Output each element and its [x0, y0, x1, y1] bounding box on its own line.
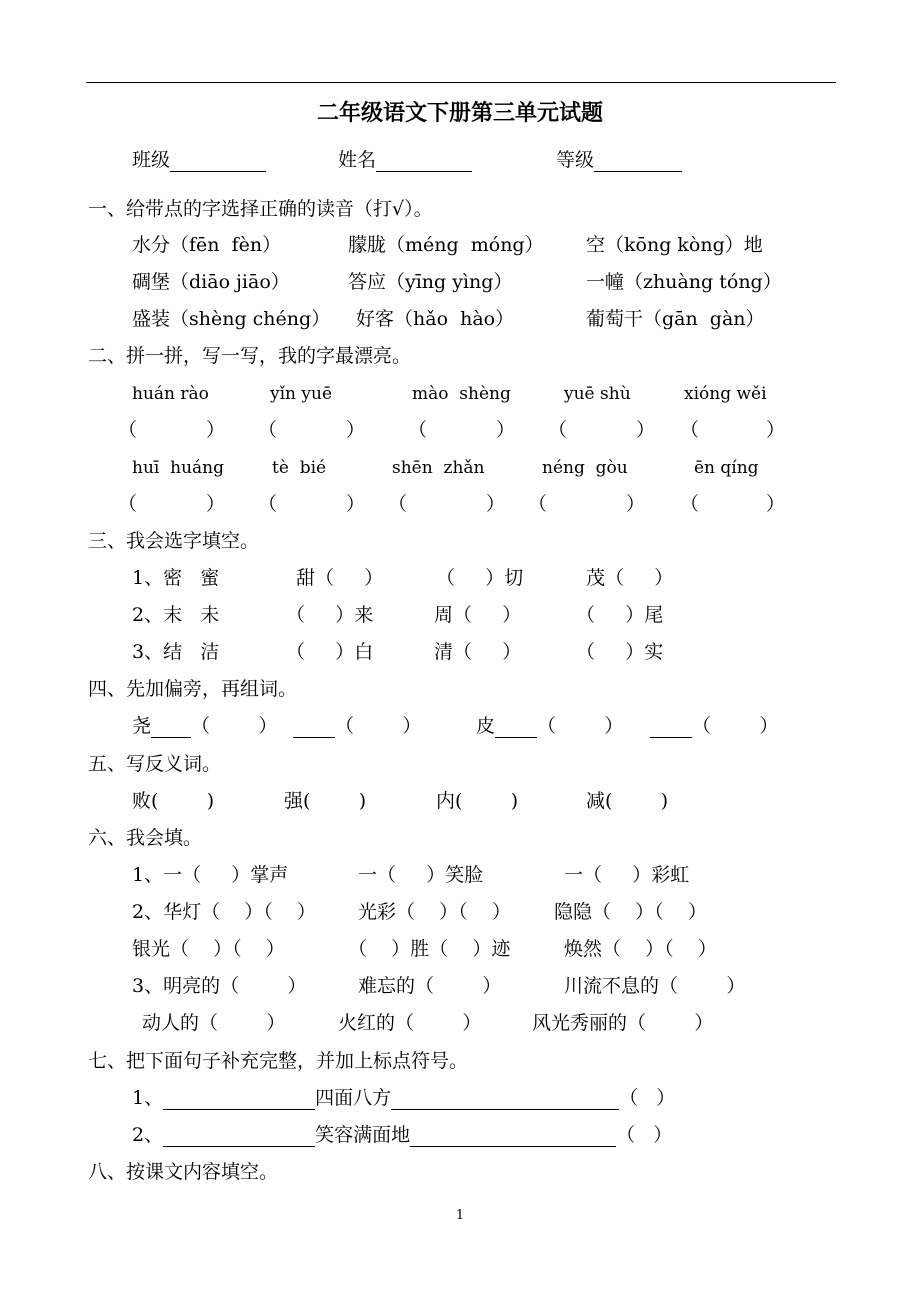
- sentence-phrase: 四面八方: [315, 1087, 392, 1109]
- class-field[interactable]: [132, 148, 266, 172]
- radical-blank[interactable]: [650, 717, 692, 738]
- sentence-blank-end[interactable]: [391, 1089, 619, 1110]
- s6-item[interactable]: （ ）胜（ ）迹: [348, 938, 511, 960]
- sentence-blank-start[interactable]: [163, 1089, 315, 1110]
- s1-item[interactable]: 盛装（shèng chéng）: [132, 308, 331, 330]
- sentence-number: 2、: [132, 1124, 164, 1146]
- s3-blank[interactable]: 清（ ）: [434, 641, 522, 663]
- sentence-1[interactable]: [132, 1086, 675, 1110]
- answer-paren-open[interactable]: （: [388, 493, 408, 515]
- s6-item[interactable]: 3、明亮的（ ）: [132, 975, 307, 997]
- s6-item[interactable]: 焕然（ ）（ ）: [564, 938, 717, 960]
- s3-blank[interactable]: 茂（ ）: [586, 567, 674, 589]
- answer-paren-open[interactable]: （: [258, 419, 278, 441]
- s6-item[interactable]: 难忘的（ ）: [358, 975, 502, 997]
- s1-item[interactable]: 葡萄干（gān gàn）: [586, 308, 765, 330]
- sentence-number: 1、: [132, 1087, 164, 1109]
- antonym-item[interactable]: 内( ): [436, 790, 519, 812]
- grade-blank[interactable]: [594, 151, 682, 172]
- s6-item[interactable]: 光彩（ ）（ ）: [358, 901, 511, 923]
- s1-item[interactable]: 好客（hǎo hào）: [356, 308, 515, 330]
- answer-paren-open[interactable]: （: [680, 493, 700, 515]
- page-title: 二年级语文下册第三单元试题: [316, 101, 603, 126]
- s6-item[interactable]: 2、华灯（ ）（ ）: [132, 901, 316, 923]
- s3-choice: 3、结 洁: [132, 641, 220, 663]
- s1-item[interactable]: 一幢（zhuàng tóng）: [586, 271, 782, 293]
- answer-paren-close[interactable]: ）: [206, 493, 226, 515]
- name-label: 姓名: [338, 149, 377, 171]
- section-8-heading: 八、按课文内容填空。: [88, 1161, 279, 1183]
- answer-paren-close[interactable]: ）: [626, 493, 646, 515]
- s6-item[interactable]: 动人的（ ）: [142, 1012, 286, 1034]
- radical-blank[interactable]: [495, 717, 537, 738]
- s1-item[interactable]: 答应（yīng yìng）: [348, 271, 513, 293]
- pinyin: yuē shù: [564, 384, 631, 404]
- antonym-item[interactable]: 强( ): [284, 790, 367, 812]
- s6-item[interactable]: 川流不息的（ ）: [564, 975, 746, 997]
- pinyin: ēn qíng: [694, 458, 759, 478]
- s3-blank[interactable]: （ ）切: [436, 567, 524, 589]
- page-number: 1: [455, 1208, 465, 1223]
- s4-char: 尧: [132, 715, 152, 737]
- answer-paren-open[interactable]: （: [528, 493, 548, 515]
- answer-paren-open[interactable]: （: [548, 419, 568, 441]
- name-field[interactable]: [338, 148, 472, 172]
- s1-item[interactable]: 水分（fēn fèn）: [132, 234, 282, 256]
- answer-paren-open[interactable]: （: [408, 419, 428, 441]
- radical-blank[interactable]: [151, 717, 191, 738]
- pinyin: mào shèng: [412, 384, 511, 404]
- s3-blank[interactable]: 周（ ）: [434, 604, 522, 626]
- antonym-item[interactable]: 减( ): [586, 790, 669, 812]
- word-paren[interactable]: （ ）: [335, 715, 422, 737]
- section-7-heading: 七、把下面句子补充完整，并加上标点符号。: [88, 1050, 469, 1072]
- answer-paren-close[interactable]: ）: [636, 419, 656, 441]
- s4-group-3[interactable]: [476, 714, 623, 738]
- sentence-blank-end[interactable]: [410, 1126, 616, 1147]
- s3-choice: 2、末 未: [132, 604, 220, 626]
- pinyin: tè bié: [272, 458, 327, 478]
- answer-paren-close[interactable]: ）: [486, 493, 506, 515]
- section-4-heading: 四、先加偏旁，再组词。: [88, 678, 298, 700]
- answer-paren-close[interactable]: ）: [346, 419, 366, 441]
- s4-group-2[interactable]: [293, 714, 421, 738]
- sentence-2[interactable]: [132, 1123, 672, 1147]
- class-blank[interactable]: [170, 151, 266, 172]
- s1-item[interactable]: 空（kōng kòng）地: [586, 234, 763, 256]
- section-5-heading: 五、写反义词。: [88, 753, 222, 775]
- top-rule: [86, 82, 836, 83]
- s3-blank[interactable]: （ ）白: [286, 641, 374, 663]
- s3-blank[interactable]: 甜（ ）: [296, 567, 384, 589]
- pinyin: néng gòu: [542, 458, 628, 478]
- pinyin: yǐn yuē: [270, 384, 333, 404]
- class-label: 班级: [132, 149, 171, 171]
- s3-blank[interactable]: （ ）尾: [576, 604, 664, 626]
- section-6-heading: 六、我会填。: [88, 827, 203, 849]
- radical-blank[interactable]: [293, 717, 335, 738]
- s6-item[interactable]: 1、一（ ）掌声: [132, 864, 289, 886]
- s4-char: 皮: [476, 715, 496, 737]
- s6-item[interactable]: 火红的（ ）: [338, 1012, 482, 1034]
- word-paren[interactable]: （ ）: [191, 715, 278, 737]
- s1-item[interactable]: 朦胧（méng móng）: [348, 234, 544, 256]
- sentence-phrase: 笑容满面地: [315, 1124, 411, 1146]
- answer-paren-close[interactable]: ）: [766, 419, 786, 441]
- answer-paren-open[interactable]: （: [118, 493, 138, 515]
- s6-item[interactable]: 风光秀丽的（ ）: [532, 1012, 714, 1034]
- s4-group-1[interactable]: [132, 714, 277, 738]
- s3-choice: 1、密 蜜: [132, 567, 220, 589]
- section-2-heading: 二、拼一拼，写一写，我的字最漂亮。: [88, 345, 412, 367]
- pinyin: shēn zhǎn: [392, 458, 485, 478]
- s6-item[interactable]: 一（ ）笑脸: [358, 864, 484, 886]
- answer-paren-open[interactable]: （: [258, 493, 278, 515]
- answer-paren-open[interactable]: （: [118, 419, 138, 441]
- sentence-blank-start[interactable]: [163, 1126, 315, 1147]
- s3-blank[interactable]: （ ）实: [576, 641, 664, 663]
- punctuation-paren[interactable]: （ ）: [619, 1087, 676, 1109]
- antonym-item[interactable]: 败( ): [132, 790, 215, 812]
- s6-item[interactable]: 隐隐（ ）（ ）: [554, 901, 707, 923]
- s6-item[interactable]: 一（ ）彩虹: [564, 864, 690, 886]
- pinyin: huī huáng: [132, 458, 225, 478]
- s3-blank[interactable]: （ ）来: [286, 604, 374, 626]
- section-3-heading: 三、我会选字填空。: [88, 530, 260, 552]
- word-paren[interactable]: （ ）: [537, 715, 624, 737]
- pinyin: xióng wěi: [684, 384, 767, 404]
- s4-group-4[interactable]: [650, 714, 778, 738]
- answer-paren-open[interactable]: （: [680, 419, 700, 441]
- name-blank[interactable]: [376, 151, 472, 172]
- answer-paren-close[interactable]: ）: [496, 419, 516, 441]
- pinyin: huán rào: [132, 384, 209, 404]
- grade-field[interactable]: [556, 148, 682, 172]
- s6-item[interactable]: 银光（ ）（ ）: [132, 938, 285, 960]
- grade-label: 等级: [556, 149, 595, 171]
- s1-item[interactable]: 碉堡（diāo jiāo）: [132, 271, 290, 293]
- word-paren[interactable]: （ ）: [692, 715, 779, 737]
- answer-paren-close[interactable]: ）: [346, 493, 366, 515]
- answer-paren-close[interactable]: ）: [206, 419, 226, 441]
- punctuation-paren[interactable]: （ ）: [616, 1124, 673, 1146]
- section-1-heading: 一、给带点的字选择正确的读音（打√）。: [88, 198, 433, 220]
- answer-paren-close[interactable]: ）: [766, 493, 786, 515]
